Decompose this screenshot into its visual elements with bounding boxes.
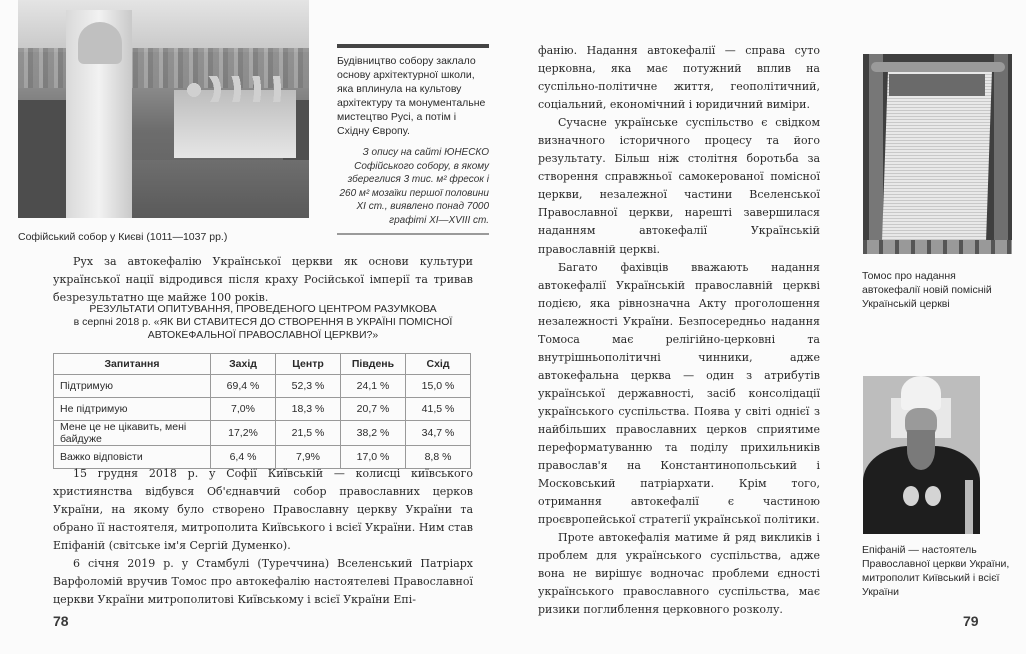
table-cell: 15,0 % — [406, 375, 471, 398]
survey-title-line1: РЕЗУЛЬТАТИ ОПИТУВАННЯ, ПРОВЕДЕНОГО ЦЕНТРОМ РАЗУМКОВА — [89, 303, 437, 315]
table-cell: 17,0 % — [341, 446, 406, 469]
table-cell: Не підтримую — [54, 398, 211, 421]
table-header-row — [54, 354, 471, 375]
survey-title-line2: в серпні 2018 р. «ЯК ВИ СТАВИТЕСЯ ДО СТВОРЕННЯ В УКРАЇНІ ПОМІСНОЇ АВТОКЕФАЛЬНОЇ ПРАВОСЛАВНОЇ ЦЕРКВИ?» — [73, 316, 453, 341]
table-cell: Важко відповісти — [54, 446, 211, 469]
table-row — [54, 421, 471, 446]
tomos-photo-caption: Томос про надання автокефалії новій помісній Українській церкві — [862, 270, 992, 310]
column-header: Захід — [211, 354, 276, 375]
intro-paragraph-block — [53, 253, 473, 307]
sidenote-quote: Будівництво собору заклало основу архітектурної школи, яка вплинула на культову архітектуру та монументальне мистецтво Русі, а потім і Східну Європу. — [337, 55, 486, 137]
survey-results-table — [53, 353, 471, 469]
paragraph: Рух за автокефалію Української церкви як основи культури української нації відродився після краху Російської імперії та тривав безрезультатно ще майже 100 років. — [53, 255, 473, 304]
table-cell: 21,5 % — [276, 421, 341, 446]
table-cell: 17,2% — [211, 421, 276, 446]
sidenote-top-rule — [337, 44, 489, 48]
table-cell: 7,9% — [276, 446, 341, 469]
tomos-photo — [863, 54, 1012, 254]
paragraph: фанію. Надання автокефалії — справа суто церковна, яка має потужний вплив на суспільно-політичне життя, геополітичний, соціальний, економічний і юридичний виміри. — [538, 44, 820, 112]
survey-table-title — [53, 303, 473, 342]
page-number: 78 — [53, 613, 69, 629]
paragraph: Сучасне українське суспільство є свідком визначного історичного процесу та його результату. Більш ніж столітня боротьба за створення справжньої самокерованої помісної церкви, незалежної частини Вселенської Православної церкви, нарешті завершилася наданням автокефалії Українській православній церкві. — [538, 116, 820, 256]
table-row — [54, 375, 471, 398]
paragraph: 15 грудня 2018 р. у Софії Київській — колисці київського християнства відбувся Об'єднавчий собор православних церков України, на якому було створено Православну церкву України та обрано її настоятеля, митрополита Київського і всієї України. Ним став Епіфаній (світське ім'я Сергій Думенко). — [53, 467, 473, 552]
epifaniy-portrait-photo — [863, 376, 980, 534]
table-row — [54, 398, 471, 421]
sidenote-bottom-rule — [337, 233, 489, 235]
table-cell: 8,8 % — [406, 446, 471, 469]
unesco-sidenote — [337, 44, 489, 235]
page-number: 79 — [963, 613, 979, 629]
sofia-cathedral-photo — [18, 0, 309, 218]
paragraph: Багато фахівців вважають надання автокефалії Українській православній церкві подією, яка рівнозначна Акту проголошення незалежності України. Безпосередньо надання Томоса має релігійно-церковні та внутрішньополітичні чинники, адже автокефальна церква — один з атрибутів української державності, засіб консолідації українського суспільства. Поява у світі однієї з найбільших православних церков сприятиме переформатуванню та поділу прихильників православ'я на Константинопольський і Московський патріархати. Крім того, отримання автокефалії є частиною проєвропейської стратегії української політики. — [538, 260, 820, 527]
table-cell: 41,5 % — [406, 398, 471, 421]
table-cell: 20,7 % — [341, 398, 406, 421]
table-cell: 6,4 % — [211, 446, 276, 469]
sofia-photo-caption: Софійський собор у Києві (1011—1037 рр.) — [18, 231, 228, 243]
table-cell: 7,0% — [211, 398, 276, 421]
column-header: Схід — [406, 354, 471, 375]
table-cell: 69,4 % — [211, 375, 276, 398]
table-cell: 34,7 % — [406, 421, 471, 446]
epifaniy-photo-caption: Епіфаній — настоятель Православної церкви України, митрополит Київський і всієї України — [862, 544, 1010, 598]
column-header: Південь — [341, 354, 406, 375]
autocephaly-text-block — [538, 42, 820, 620]
table-cell: 18,3 % — [276, 398, 341, 421]
table-cell: Мене це не цікавить, мені байдуже — [54, 421, 211, 446]
council-paragraph-block — [53, 465, 473, 609]
table-cell: 52,3 % — [276, 375, 341, 398]
column-header: Запитання — [54, 354, 211, 375]
column-header: Центр — [276, 354, 341, 375]
right-page — [513, 0, 1026, 654]
paragraph: 6 січня 2019 р. у Стамбулі (Туреччина) Вселенський Патріарх Варфоломій вручив Томос про автокефалію настоятелеві Православної церкви України митрополитові Київському і всієї України Епі- — [53, 557, 473, 606]
sidenote-source: З опису на сайті ЮНЕСКО Софійського собору, в якому збереглися 3 тис. м² фресок і 260 м² мозаїки першої половини ХІ ст., виявлено понад 7000 графіті ХІ—ХVІІІ ст. — [339, 147, 489, 226]
paragraph: Проте автокефалія матиме й ряд викликів і проблем для українського суспільства, адже вона не вирішує водночас проблеми єдності українського православного суспільства, має ризики поглиблення церковного розколу. — [538, 531, 820, 617]
table-cell: 38,2 % — [341, 421, 406, 446]
table-cell: Підтримую — [54, 375, 211, 398]
table-cell: 24,1 % — [341, 375, 406, 398]
